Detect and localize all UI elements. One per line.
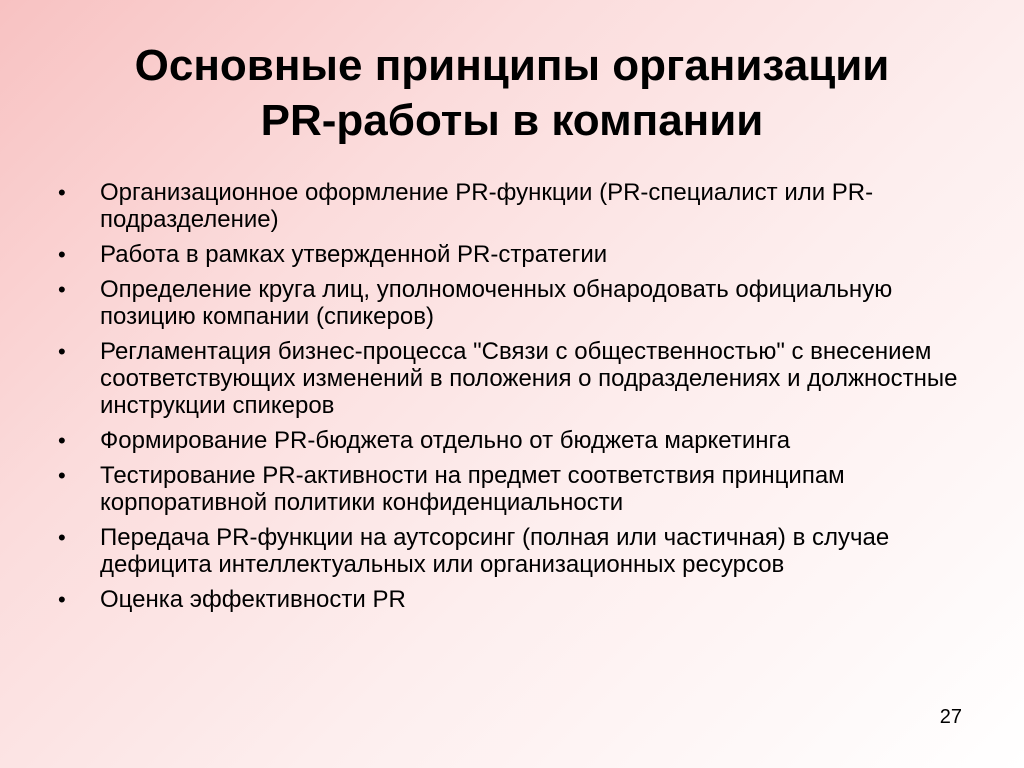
bullet-text: Организационное оформление PR-функции (PR-специалист или PR-подразделение) bbox=[100, 179, 874, 233]
bullet-marker: • bbox=[58, 463, 66, 488]
bullet-marker: • bbox=[58, 277, 66, 302]
bullet-item bbox=[0, 241, 1024, 268]
bullet-item bbox=[0, 338, 1024, 419]
bullet-item bbox=[0, 276, 1024, 330]
bullet-item bbox=[0, 462, 1024, 516]
bullet-item bbox=[0, 179, 1024, 233]
bullet-marker: • bbox=[58, 339, 66, 364]
bullet-text: Тестирование PR-активности на предмет соответствия принципам корпоративной политики конфиденциальности bbox=[100, 462, 845, 516]
bullet-text: Работа в рамках утвержденной PR-стратегии bbox=[100, 241, 608, 268]
title-line-2: PR-работы в компании bbox=[260, 96, 764, 145]
page-number: 27 bbox=[939, 706, 962, 728]
bullet-marker: • bbox=[58, 242, 66, 267]
bullet-marker: • bbox=[58, 180, 66, 205]
bullet-text: Регламентация бизнес-процесса "Связи с общественностью" с внесением соответствующих изменений в положения о подразделениях и должностные инструкции спикеров bbox=[100, 338, 958, 419]
bullet-marker: • bbox=[58, 525, 66, 550]
title-line-1: Основные принципы организации bbox=[134, 41, 890, 90]
bullet-text: Оценка эффективности PR bbox=[100, 586, 406, 613]
bullet-text: Определение круга лиц, уполномоченных обнародовать официальную позицию компании (спикеров) bbox=[100, 276, 893, 330]
bullet-list bbox=[0, 179, 1024, 621]
bullet-item bbox=[0, 524, 1024, 578]
bullet-item bbox=[0, 427, 1024, 454]
bullet-marker: • bbox=[58, 587, 66, 612]
bullet-item bbox=[0, 586, 1024, 613]
slide-title bbox=[40, 38, 984, 148]
bullet-text: Передача PR-функции на аутсорсинг (полная или частичная) в случае дефицита интеллектуальных или организационных ресурсов bbox=[100, 524, 890, 578]
bullet-text: Формирование PR-бюджета отдельно от бюджета маркетинга bbox=[100, 427, 791, 454]
bullet-marker: • bbox=[58, 428, 66, 453]
